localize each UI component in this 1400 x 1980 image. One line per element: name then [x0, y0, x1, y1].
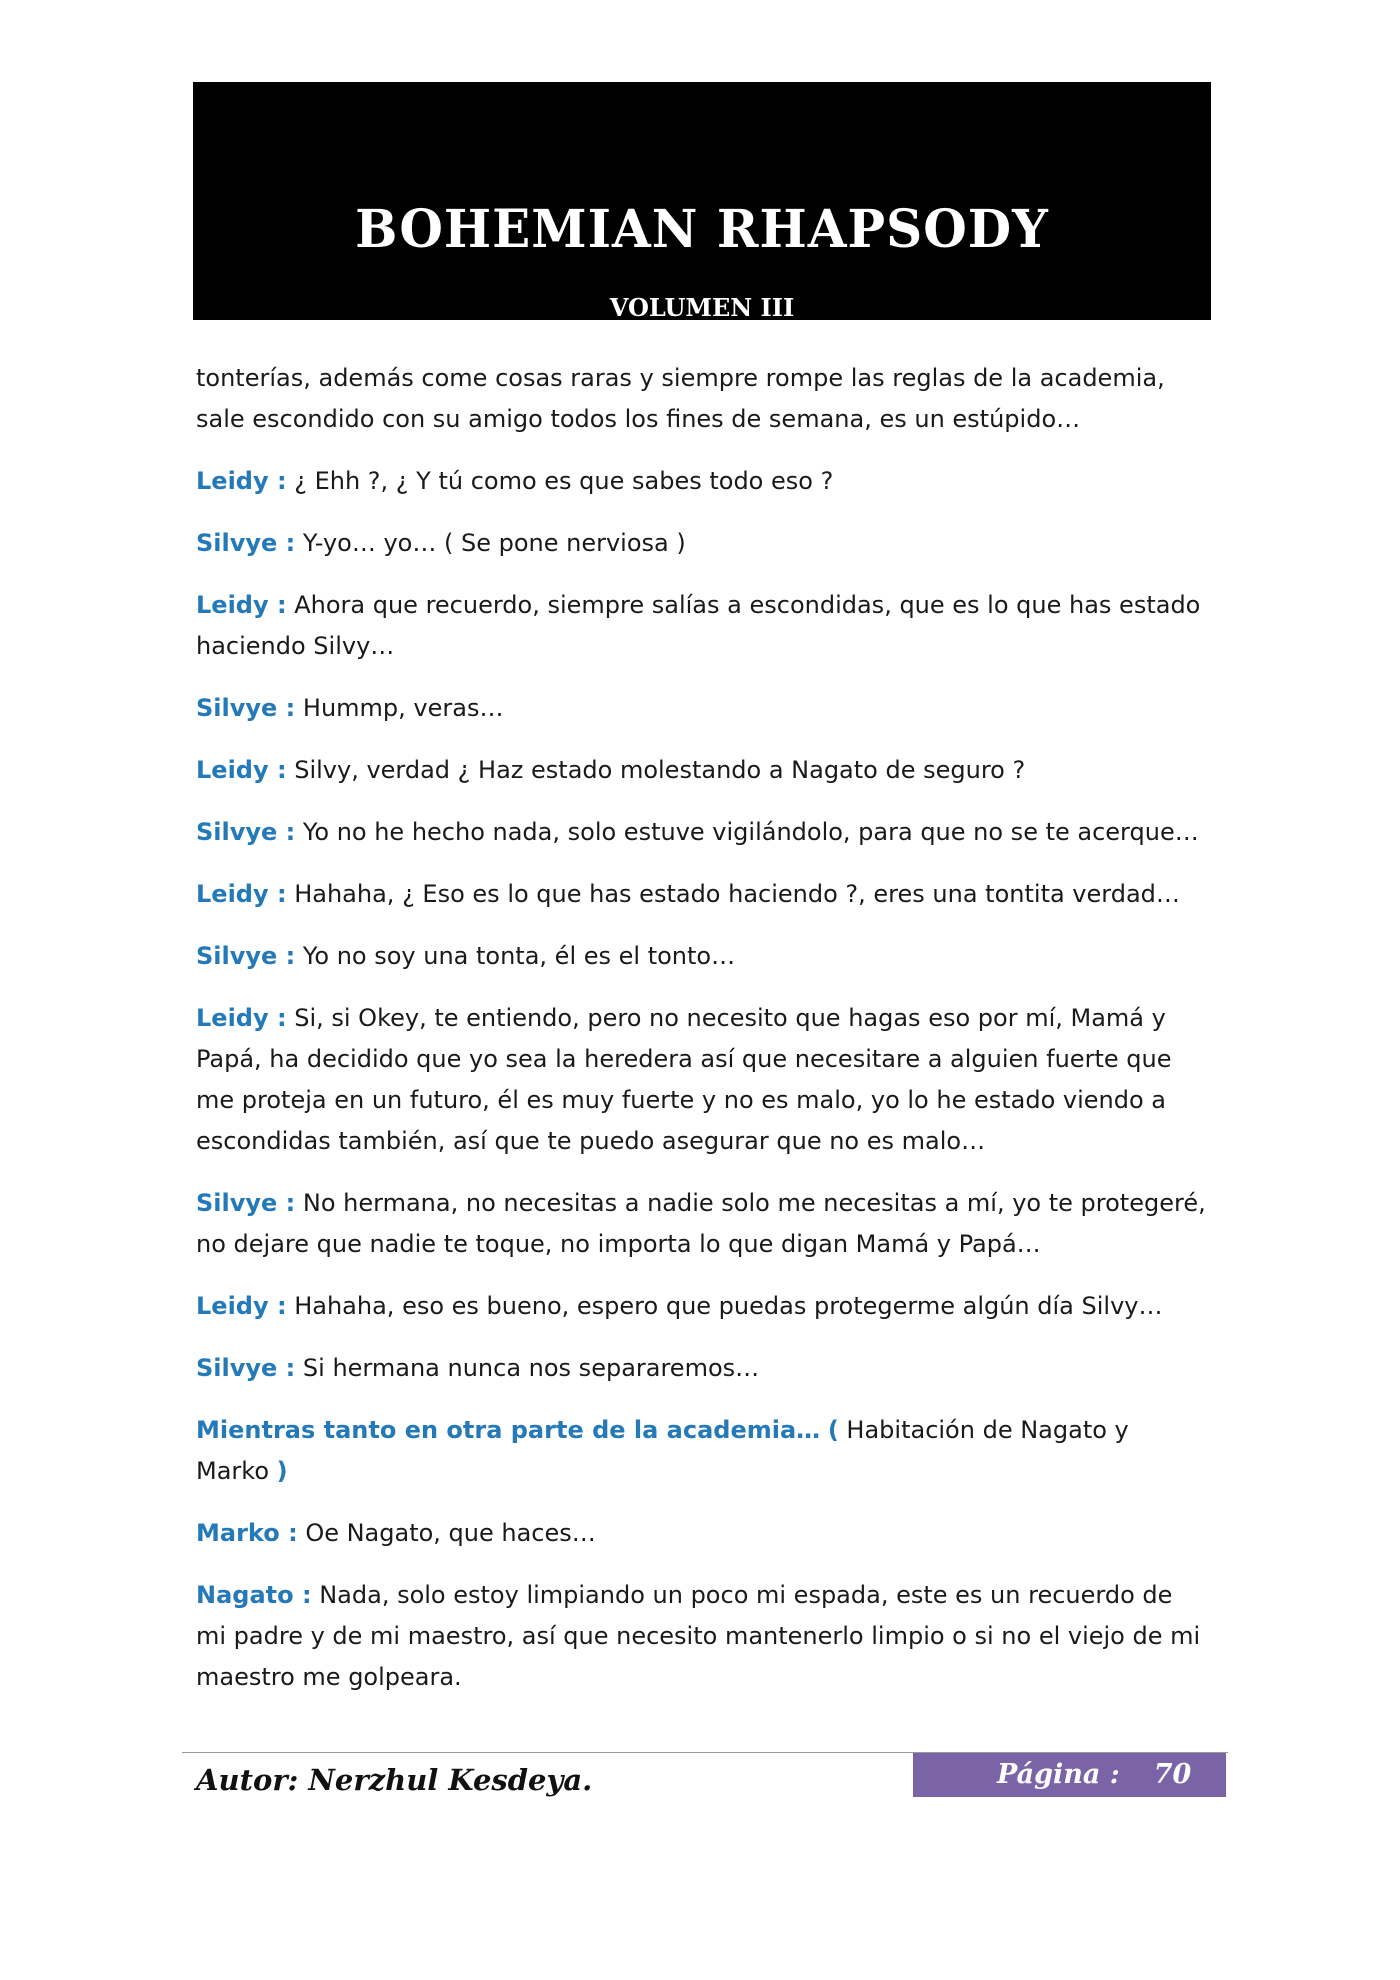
dialogue-paragraph — [196, 1183, 1206, 1265]
dialogue-text: tonterías, además come cosas raras y siempre rompe las reglas de la academia, sale escondido con su amigo todos los fines de semana, es un estúpido… — [196, 364, 1165, 433]
dialogue-paragraph — [196, 1575, 1206, 1698]
dialogue-text: Si, si Okey, te entiendo, pero no necesito que hagas eso por mí, Mamá y Papá, ha decidido que yo sea la heredera así que necesitare a alguien fuerte que me proteja en un futuro, él es muy fuerte y no es malo, yo lo he estado viendo a escondidas también, así que te puedo asegurar que no es malo… — [196, 1004, 1172, 1155]
dialogue-text: Y-yo… yo… ( Se pone nerviosa ) — [302, 529, 686, 557]
dialogue-paragraph — [196, 936, 1206, 977]
dialogue-paragraph — [196, 358, 1206, 440]
dialogue-text: Hummp, veras… — [302, 694, 504, 722]
speaker-name: Silvye : — [196, 1189, 296, 1217]
dialogue-text: Hahaha, ¿ Eso es lo que has estado haciendo ?, eres una tontita verdad… — [294, 880, 1180, 908]
page-number-box — [913, 1753, 1226, 1797]
speaker-name: Marko : — [196, 1519, 298, 1547]
speaker-name: Leidy : — [196, 1004, 287, 1032]
dialogue-text: Hahaha, eso es bueno, espero que puedas protegerme algún día Silvy… — [294, 1292, 1163, 1320]
volume-subtitle: VOLUMEN III — [609, 293, 795, 322]
speaker-name: Leidy : — [196, 1292, 287, 1320]
speaker-name: Nagato : — [196, 1581, 312, 1609]
dialogue-paragraph — [196, 585, 1206, 667]
title-banner — [193, 82, 1211, 320]
dialogue-paragraph — [196, 812, 1206, 853]
scene-paren-close: ) — [276, 1457, 288, 1485]
scene-transition — [196, 1410, 1206, 1492]
dialogue-paragraph — [196, 750, 1206, 791]
dialogue-paragraph — [196, 998, 1206, 1162]
dialogue-text: ¿ Ehh ?, ¿ Y tú como es que sabes todo eso ? — [294, 467, 834, 495]
speaker-name: Leidy : — [196, 591, 287, 619]
dialogue-paragraph — [196, 688, 1206, 729]
speaker-name: Silvye : — [196, 942, 296, 970]
footer-author: Autor: Nerzhul Kesdeya. — [196, 1763, 593, 1797]
dialogue-paragraph — [196, 461, 1206, 502]
dialogue-text: Oe Nagato, que haces… — [305, 1519, 596, 1547]
speaker-name: Silvye : — [196, 529, 296, 557]
dialogue-text: Nada, solo estoy limpiando un poco mi espada, este es un recuerdo de mi padre y de mi maestro, así que necesito mantenerlo limpio o si no el viejo de mi maestro me golpeara. — [196, 1581, 1201, 1691]
speaker-name: Silvye : — [196, 818, 296, 846]
speaker-name: Leidy : — [196, 467, 287, 495]
dialogue-paragraph — [196, 523, 1206, 564]
dialogue-paragraph — [196, 874, 1206, 915]
speaker-name: Silvye : — [196, 694, 296, 722]
dialogue-text: Si hermana nunca nos separaremos… — [302, 1354, 760, 1382]
dialogue-text: Yo no he hecho nada, solo estuve vigilándolo, para que no se te acerque… — [302, 818, 1199, 846]
dialogue-paragraph — [196, 1348, 1206, 1389]
dialogue-text: Ahora que recuerdo, siempre salías a escondidas, que es lo que has estado haciendo Silvy… — [196, 591, 1201, 660]
scene-location-note: Habitación de Nagato y Marko — [196, 1416, 1129, 1485]
speaker-name: Leidy : — [196, 756, 287, 784]
dialogue-text: Yo no soy una tonta, él es el tonto… — [302, 942, 736, 970]
page-number: 70 — [1153, 1759, 1192, 1790]
dialogue-text: No hermana, no necesitas a nadie solo me necesitas a mí, yo te protegeré, no dejare que nadie te toque, no importa lo que digan Mamá y Papá… — [196, 1189, 1206, 1258]
book-title: BOHEMIAN RHAPSODY — [355, 197, 1049, 260]
dialogue-paragraph — [196, 1513, 1206, 1554]
speaker-name: Leidy : — [196, 880, 287, 908]
page-body — [196, 358, 1206, 1719]
page-label: Página : — [997, 1759, 1120, 1790]
speaker-name: Silvye : — [196, 1354, 296, 1382]
dialogue-text: Silvy, verdad ¿ Haz estado molestando a Nagato de seguro ? — [294, 756, 1026, 784]
scene-paren-open: ( — [827, 1416, 839, 1444]
dialogue-paragraph — [196, 1286, 1206, 1327]
scene-heading: Mientras tanto en otra parte de la academia… — [196, 1416, 821, 1444]
